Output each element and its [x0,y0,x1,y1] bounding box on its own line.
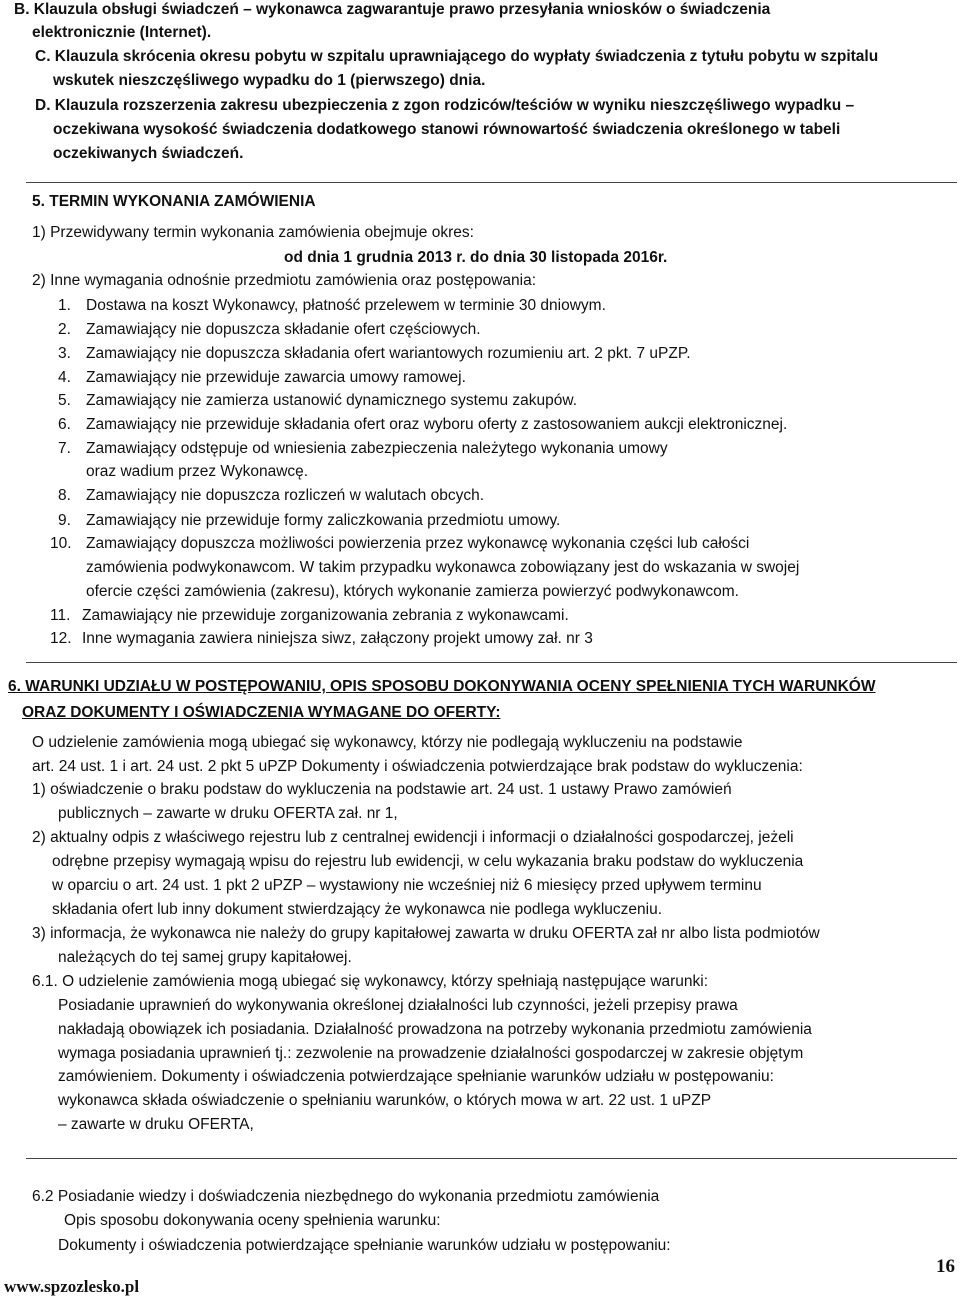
list-item-number: 4. [58,369,71,386]
list-item-continuation: oraz wadium przez Wykonawcę. [86,463,309,480]
paragraph-line: 2) aktualny odpis z właściwego rejestru lub z centralnej ewidencji i informacji o działalności gospodarczej, jeżeli [32,829,794,846]
list-item-number: 6. [58,416,71,433]
section-6-heading-line-1: 6. WARUNKI UDZIAŁU W POSTĘPOWANIU, OPIS SPOSOBU DOKONYWANIA OCENY SPEŁNIENIA TYCH WARUNKÓW [8,678,876,695]
list-item: Inne wymagania zawiera niniejsza siwz, załączony projekt umowy zał. nr 3 [82,630,593,647]
list-item-number: 9. [58,512,71,529]
list-item-number: 7. [58,440,71,457]
paragraph-line: Posiadanie uprawnień do wykonywania określonej działalności lub czynności, jeżeli przepisy prawa [58,997,738,1014]
clause-b-line-1: B. Klauzula obsługi świadczeń – wykonawca zagwarantuje prawo przesyłania wniosków o świadczenia [14,1,771,18]
section-divider [26,1158,957,1159]
paragraph-line: składania ofert lub inny dokument stwierdzający że wykonawca nie podlega wykluczeniu. [52,901,662,918]
paragraph-line: wykonawca składa oświadczenie o spełnianiu warunków, o których mowa w art. 22 ust. 1 uPZP [58,1092,712,1109]
list-item: Zamawiający nie przewiduje formy zaliczkowania przedmiotu umowy. [86,512,561,529]
paragraph-line: zamówieniem. Dokumenty i oświadczenia potwierdzające spełnianie warunków udziału w postępowaniu: [58,1068,774,1085]
list-item-number: 5. [58,392,71,409]
paragraph-line: 3) informacja, że wykonawca nie należy do grupy kapitałowej zawarta w druku OFERTA zał nr albo lista podmiotów [32,925,820,942]
list-item-number: 2. [58,321,71,338]
paragraph-line: nakładają obowiązek ich posiadania. Działalność prowadzona na potrzeby wykonania przedmiotu zamówienia [58,1021,812,1038]
list-item-number: 12. [50,630,72,647]
list-item-continuation: ofercie części zamówienia (zakresu), których wykonanie zamierza powierzyć podwykonawcom. [86,583,739,600]
clause-c-line-2: wskutek nieszczęśliwego wypadku do 1 (pierwszego) dnia. [53,72,486,89]
section-5-heading: 5. TERMIN WYKONANIA ZAMÓWIENIA [32,193,316,210]
list-item: Zamawiający nie zamierza ustanowić dynamicznego systemu zakupów. [86,392,578,409]
paragraph-line: wymaga posiadania uprawnień tj.: zezwolenie na prowadzenie działalności gospodarczej w zakresie objętym [58,1045,804,1062]
list-item: Zamawiający nie dopuszcza rozliczeń w walutach obcych. [86,487,485,504]
list-item: Dostawa na koszt Wykonawcy, płatność przelewem w terminie 30 dniowym. [86,297,606,314]
paragraph-line: należących do tej samej grupy kapitałowej. [58,949,352,966]
section-6-heading-line-2: ORAZ DOKUMENTY I OŚWIADCZENIA WYMAGANE DO OFERTY: [22,704,501,721]
footer-website: www.spzozlesko.pl [4,1277,140,1296]
list-item: Zamawiający odstępuje od wniesienia zabezpieczenia należytego wykonania umowy [86,440,668,457]
paragraph-line: Dokumenty i oświadczenia potwierdzające spełnianie warunków udziału w postępowaniu: [58,1237,671,1254]
paragraph-line: w oparciu o art. 24 ust. 1 pkt 2 uPZP – wystawiony nie wcześniej niż 6 miesięcy przed upływem terminu [52,877,762,894]
list-item: Zamawiający nie przewiduje składania ofert oraz wyboru oferty z zastosowaniem aukcji elektronicznej. [86,416,788,433]
clause-d-line-2: oczekiwana wysokość świadczenia dodatkowego stanowi równowartość świadczenia określonego w tabeli [53,121,841,138]
clause-d-line-1: D. Klauzula rozszerzenia zakresu ubezpieczenia z zgon rodziców/teściów w wyniku nieszczęśliwego wypadku – [35,97,855,114]
other-requirements-intro: 2) Inne wymagania odnośnie przedmiotu zamówienia oraz postępowania: [32,272,537,289]
paragraph-line: Opis sposobu dokonywania oceny spełnienia warunku: [64,1212,441,1229]
paragraph-line: odrębne przepisy wymagają wpisu do rejestru lub ewidencji, w celu wykazania braku podstaw do wykluczenia [52,853,804,870]
clause-c-line-1: C. Klauzula skrócenia okresu pobytu w szpitalu uprawniającego do wypłaty świadczenia z tytułu pobytu w szpitalu [35,48,879,65]
list-item: Zamawiający nie dopuszcza składanie ofert częściowych. [86,321,481,338]
list-item: Zamawiający nie dopuszcza składania ofert wariantowych rozumieniu art. 2 pkt. 7 uPZP. [86,345,691,362]
list-item: Zamawiający nie przewiduje zorganizowania zebrania z wykonawcami. [82,607,569,624]
list-item-number: 10. [50,535,72,552]
paragraph-line: O udzielenie zamówienia mogą ubiegać się wykonawcy, którzy nie podlegają wykluczeniu na podstawie [32,734,743,751]
list-item-continuation: zamówienia podwykonawcom. W takim przypadku wykonawca zobowiązany jest do wskazania w swojej [86,559,800,576]
term-dates: od dnia 1 grudnia 2013 r. do dnia 30 listopada 2016r. [284,249,668,266]
section-divider [26,662,957,663]
term-intro: 1) Przewidywany termin wykonania zamówienia obejmuje okres: [32,224,474,241]
paragraph-line: 1) oświadczenie o braku podstaw do wykluczenia na podstawie art. 24 ust. 1 ustawy Prawo zamówień [32,781,732,798]
subsection-6-2-title: 6.2 Posiadanie wiedzy i doświadczenia niezbędnego do wykonania przedmiotu zamówienia [32,1188,660,1205]
list-item-number: 1. [58,297,71,314]
list-item: Zamawiający dopuszcza możliwości powierzenia przez wykonawcę wykonania części lub całości [86,535,750,552]
paragraph-line: 6.1. O udzielenie zamówienia mogą ubiegać się wykonawcy, którzy spełniają następujące warunki: [32,973,709,990]
page-number: 16 [936,1256,955,1277]
clause-d-line-3: oczekiwanych świadczeń. [53,145,244,162]
list-item-number: 11. [50,607,71,624]
list-item-number: 3. [58,345,71,362]
section-divider [26,182,957,183]
paragraph-line: publicznych – zawarte w druku OFERTA zał. nr 1, [58,805,398,822]
paragraph-line: – zawarte w druku OFERTA, [58,1116,254,1133]
list-item-number: 8. [58,487,71,504]
clause-b-line-2: elektronicznie (Internet). [32,24,212,41]
list-item: Zamawiający nie przewiduje zawarcia umowy ramowej. [86,369,466,386]
paragraph-line: art. 24 ust. 1 i art. 24 ust. 2 pkt 5 uPZP Dokumenty i oświadczenia potwierdzające brak podstaw do wykluczenia: [32,758,803,775]
